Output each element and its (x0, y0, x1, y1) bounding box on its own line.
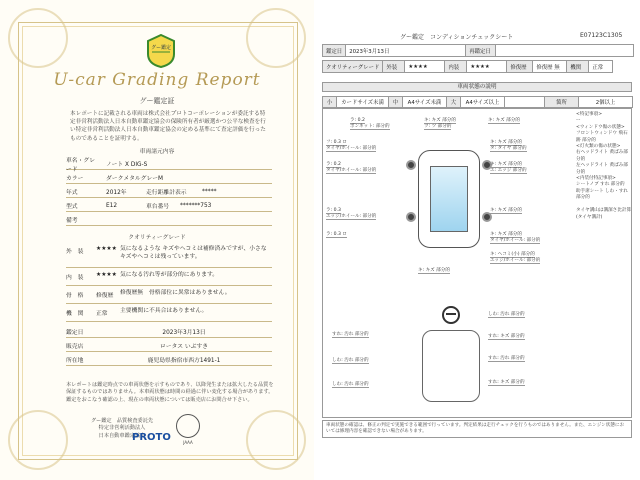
report-title: U-car Grading Report (53, 70, 261, 90)
scale-cell: 2個以上 (579, 97, 633, 108)
vehicle-label: 備考 (66, 218, 78, 224)
vehicle-extra-value: *******753 (180, 202, 212, 209)
grade-cell: ★★★★ (467, 61, 507, 73)
wheel-icon (406, 160, 416, 170)
inspection-label: 販売店 (66, 344, 84, 350)
damage-tag-text: フ: 0.3 ロ タイヤ/ホイール: 部分的 (326, 140, 377, 151)
interior-tag (488, 356, 525, 362)
sheet-footer: 車両状態の確認は、修正の判定で実施できる範囲で行っています。判定結果は走行チェックを行うものではありません。また、エンジン状態においては修理内容を確認できない場合があります。 (322, 420, 632, 438)
interior-tag (332, 332, 369, 338)
damage-tag-text: ラ: 0.2 ボンネット: 部分的 (350, 118, 390, 129)
damage-tag-text: キ: キズ 部分的 エ: エッジ 部分的 (490, 162, 527, 173)
interior-tag (488, 380, 525, 386)
ornament-icon (246, 410, 306, 470)
issuer-text: グー鑑定 品質検査委託先 特定非営利活動法人 日本自動車鑑定協会 (90, 418, 154, 439)
vehicle-row (66, 157, 272, 173)
damage-tag-text: キ: ヘコミ(小) 部分的 エッジ/ホイール: 部分的 (490, 252, 541, 263)
goo-badge-icon (146, 34, 176, 68)
damage-tag (350, 118, 390, 130)
damage-tag (424, 118, 456, 130)
disclaimer-text: 本レポートは鑑定時点での車両状態を示すものであり、以降発生または拡大したる品質を保証するものではありません。本車両状態は時間の経過に伴い変化する場合があります。鑑定をおこなう確認の上、現在の車両状態については販売店にお問合せ下さい。 (66, 382, 274, 403)
grade-cell: 外装 (383, 61, 405, 73)
grade-stars: 正常 (96, 311, 108, 317)
grade-cell: 内装 (445, 61, 467, 73)
vehicle-row (66, 186, 272, 198)
scale-table (322, 96, 633, 108)
grade-row (66, 244, 272, 268)
interior-tag-text: すれ: キズ 部分的 (488, 380, 525, 385)
interior-tag-text: しわ: 汚れ 部分的 (332, 382, 369, 387)
inspection-label: 鑑定日 (66, 330, 84, 336)
grade-cell: 機関 (567, 61, 589, 73)
grade-row (66, 270, 272, 286)
scale-cell: カードサイズ未満 (337, 97, 389, 108)
vehicle-label: カラー (66, 176, 84, 182)
grading-certificate (0, 0, 314, 480)
vehicle-label: 年式 (66, 190, 78, 196)
vehicle-extra-label: 車台番号 (146, 204, 170, 210)
date-label: 鑑定日 (323, 45, 346, 57)
sheet-id: E07123C1305 (580, 32, 623, 39)
inspection-label: 所在地 (66, 358, 84, 364)
inspection-row (66, 354, 272, 366)
interior-layout-icon (422, 330, 480, 402)
seal-text: JAAA (183, 440, 193, 445)
vehicle-row (66, 200, 272, 212)
grade-cell: ★★★★ (405, 61, 445, 73)
scale-cell: 大 (447, 97, 461, 108)
grade-cell: 修復歴 (507, 61, 533, 73)
grade-stars: ★★★★ (96, 272, 117, 278)
interior-tag-text: しわ: 汚れ 部分的 (332, 358, 369, 363)
grade-label: 機 関 (66, 311, 84, 317)
ornament-icon (8, 8, 68, 68)
grade-table (322, 60, 613, 73)
sheet-title: グー鑑定 コンディションチェックシート (400, 34, 514, 41)
grade-cell: 修復歴 無 (533, 61, 567, 73)
vehicle-value: 2012年 (106, 190, 127, 196)
damage-tag-text: キ: キズ 部分的 ツ: ツ 部分的 (424, 118, 456, 129)
jaaa-seal-icon (176, 414, 200, 438)
ornament-icon (8, 410, 68, 470)
damage-tag-text: ラ: 0.2 タイヤ/ホイール: 部分的 (326, 162, 377, 173)
interior-tag-text: しわ: 汚れ 部分的 (488, 312, 525, 317)
damage-tag-text: キ: キズ 部分的 タイヤ/ホイール: 部分的 (490, 232, 541, 243)
inspection-row (66, 340, 272, 352)
damage-tag (326, 162, 376, 174)
notes-legend: <特記事項> ー <ウィンドウ傷の状態> フロントウィンドウ 飛石跡 部分的 <灯火類の傷の状態> 右ヘッドライト 黄ばみ部分的 左ヘッドライト 黄ばみ部分的 <内装付特記事項> シートノブ すれ 部分的 助手席シート しわ・すれ 部分的 タイヤ溝山は溝深さ比計算 (タイヤ溝計) (576, 112, 632, 220)
scale-cell: 箇所 (545, 97, 579, 108)
date-value: 2023年3月13日 (346, 45, 466, 57)
intro-text: 本レポートに記載される車両は株式会社プロトコーポレーションが委託する特定非営利活動法人日本自動車鑑定協会の保険所有者が厳選かつ公平な検査を行い特定非営利活動法人日本自動車鑑定協会の定める基準にて査定評価を行ったものであることを証明する。 (70, 111, 266, 142)
inspection-value: 2023年3月13日 (162, 330, 206, 336)
scale-cell: A4サイズ未満 (403, 97, 447, 108)
scale-cell: A4サイズ以上 (461, 97, 505, 108)
vehicle-value: ノート X DIG-S (106, 162, 148, 168)
redate-value (496, 45, 634, 57)
inspection-row (66, 326, 272, 338)
car-glass-icon (430, 166, 468, 232)
vehicle-extra-value: ***** (202, 188, 217, 195)
vehicle-extra-label: 走行距離計表示 (146, 190, 187, 196)
interior-tag-text: すれ: キズ 部分的 (488, 334, 525, 339)
scale-cell: 小 (323, 97, 337, 108)
grade-stars: 修復歴 (96, 293, 114, 299)
ornament-icon (246, 8, 306, 68)
grade-row (66, 306, 272, 322)
damage-tag (490, 232, 540, 244)
report-subtitle: グー鑑定証 (139, 97, 175, 105)
damage-tag (488, 118, 520, 124)
damage-tag-text: ラ: 0.3 エッジ/ホイール: 部分的 (326, 208, 377, 219)
grade-desc: 主要機関に不具合はありません。 (120, 308, 208, 314)
damage-tag (326, 232, 347, 238)
grade-desc: 気になる汚れ等が部分的にあります。 (120, 272, 219, 278)
grade-cell: 正常 (589, 61, 613, 73)
vehicle-row (66, 172, 272, 184)
damage-tag-text: キ: キズ 部分的 (490, 208, 522, 213)
interior-tag-text: すれ: 汚れ 部分的 (332, 332, 369, 337)
vehicle-row (66, 214, 272, 226)
quality-section-title: クオリティーグレード (128, 235, 186, 241)
interior-tag (332, 358, 369, 364)
interior-tag (488, 334, 525, 340)
damage-tag-text: キ: キズ 部分的 (488, 118, 520, 123)
damage-tag (490, 252, 540, 264)
scale-cell: 中 (389, 97, 403, 108)
grade-label: 骨 格 (66, 293, 84, 299)
grade-label: 内 装 (66, 275, 84, 281)
grade-cell: クオリティーグレード (323, 61, 383, 73)
condition-check-sheet (318, 0, 640, 480)
vehicle-label: 車名・グレード (66, 157, 95, 173)
inspection-value: ロータス いぶすき (159, 344, 209, 350)
grade-desc: 修復歴無 骨格部位に異常はありません。 (120, 290, 231, 296)
inspection-value: 鹿児島県指宿市西方1491-1 (147, 358, 221, 364)
damage-tag-text: キ: キズ 部分的 (418, 268, 450, 273)
grade-label: 外 装 (66, 249, 84, 255)
interior-tag-text: すれ: 汚れ 部分的 (488, 356, 525, 361)
damage-tag-text: キ: キズ 部分的 タ: タイヤ 部分的 (490, 140, 527, 151)
wheel-icon (406, 212, 416, 222)
damage-tag (418, 268, 450, 274)
steering-wheel-icon (442, 306, 460, 324)
damage-tag-text: ラ: 0.3 ロ (326, 232, 347, 237)
grade-row (66, 288, 272, 304)
header-table (322, 44, 634, 57)
grade-desc: 気になるような キズやヘコミは補修済みですが、小さなキズやヘコミは残っています。 (120, 246, 267, 260)
damage-tag (490, 208, 522, 214)
damage-tag (326, 208, 376, 220)
interior-tag (488, 312, 525, 318)
proto-logo: PROTO (132, 432, 171, 443)
scale-cell (505, 97, 545, 108)
badge-text: グー鑑定 (150, 45, 171, 51)
damage-tag (326, 140, 376, 152)
panel-title: 車両状態の説明 (322, 82, 632, 92)
damage-tag (490, 140, 527, 152)
grade-stars: ★★★★ (96, 246, 117, 252)
vehicle-label: 型式 (66, 204, 78, 210)
redate-label: 再鑑定日 (466, 45, 496, 57)
vehicle-section-title: 車両諸元内容 (139, 149, 175, 155)
vehicle-value: ダークメタルグレーM (106, 176, 163, 182)
vehicle-value: E12 (106, 202, 118, 209)
damage-tag (490, 162, 527, 174)
interior-tag (332, 382, 369, 388)
